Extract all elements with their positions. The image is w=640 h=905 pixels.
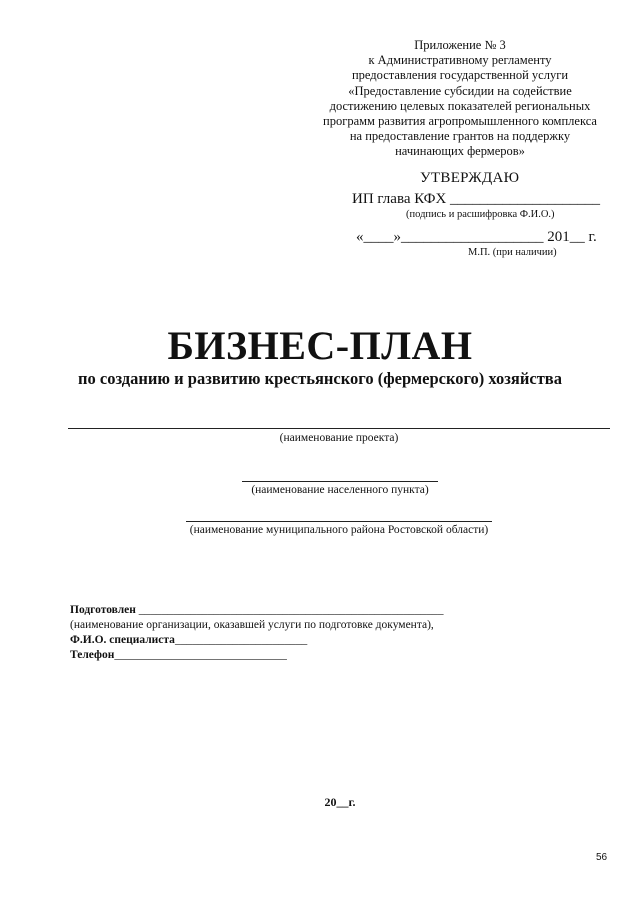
prepared-by-line: _____________________________________________________ bbox=[135, 604, 444, 616]
approval-date-line: «____»___________________ 201__ г. bbox=[356, 229, 597, 245]
document-subtitle: по созданию и развитию крестьянского (фермерского) хозяйства bbox=[78, 369, 562, 388]
specialist-label: Ф.И.О. специалиста bbox=[70, 634, 175, 646]
phone-row bbox=[70, 649, 287, 661]
appendix-line: к Административному регламенту bbox=[368, 53, 552, 68]
settlement-caption: (наименование населенного пункта) bbox=[251, 484, 429, 496]
district-line bbox=[186, 521, 492, 522]
appendix-line: предоставления государственной услуги bbox=[351, 68, 569, 83]
appendix-line: начинающих фермеров» bbox=[395, 144, 525, 159]
organization-note: (наименование организации, оказавшей услуги по подготовке документа), bbox=[70, 619, 434, 631]
appendix-line: «Предоставление субсидии на содействие bbox=[348, 83, 572, 98]
stamp-note: М.П. (при наличии) bbox=[468, 247, 557, 258]
project-name-caption: (наименование проекта) bbox=[279, 432, 399, 444]
appendix-line: достижению целевых показателей региональных bbox=[329, 98, 591, 113]
document-year: 20__г. bbox=[324, 795, 356, 809]
approval-heading: УТВЕРЖДАЮ bbox=[420, 170, 520, 186]
phone-label: Телефон bbox=[70, 649, 115, 661]
document-title: БИЗНЕС-ПЛАН bbox=[167, 323, 473, 368]
page-number: 56 bbox=[596, 852, 608, 863]
signer-line: ИП глава КФХ ____________________ bbox=[352, 191, 601, 207]
appendix-line: на предоставление грантов на поддержку bbox=[349, 129, 571, 144]
appendix-line: программ развития агропромышленного комплекса bbox=[323, 114, 597, 129]
prepared-by-row bbox=[70, 604, 444, 616]
project-name-line bbox=[68, 428, 610, 429]
settlement-line bbox=[242, 481, 438, 482]
specialist-line: _______________________ bbox=[174, 634, 308, 646]
district-caption: (наименование муниципального района Ростовской области) bbox=[189, 524, 489, 536]
specialist-row bbox=[70, 634, 307, 646]
appendix-line: Приложение № 3 bbox=[414, 38, 506, 52]
prepared-by-label: Подготовлен bbox=[70, 604, 136, 616]
phone-line: ______________________________ bbox=[114, 649, 287, 661]
signature-note: (подпись и расшифровка Ф.И.О.) bbox=[406, 209, 555, 220]
appendix-header bbox=[300, 38, 620, 160]
